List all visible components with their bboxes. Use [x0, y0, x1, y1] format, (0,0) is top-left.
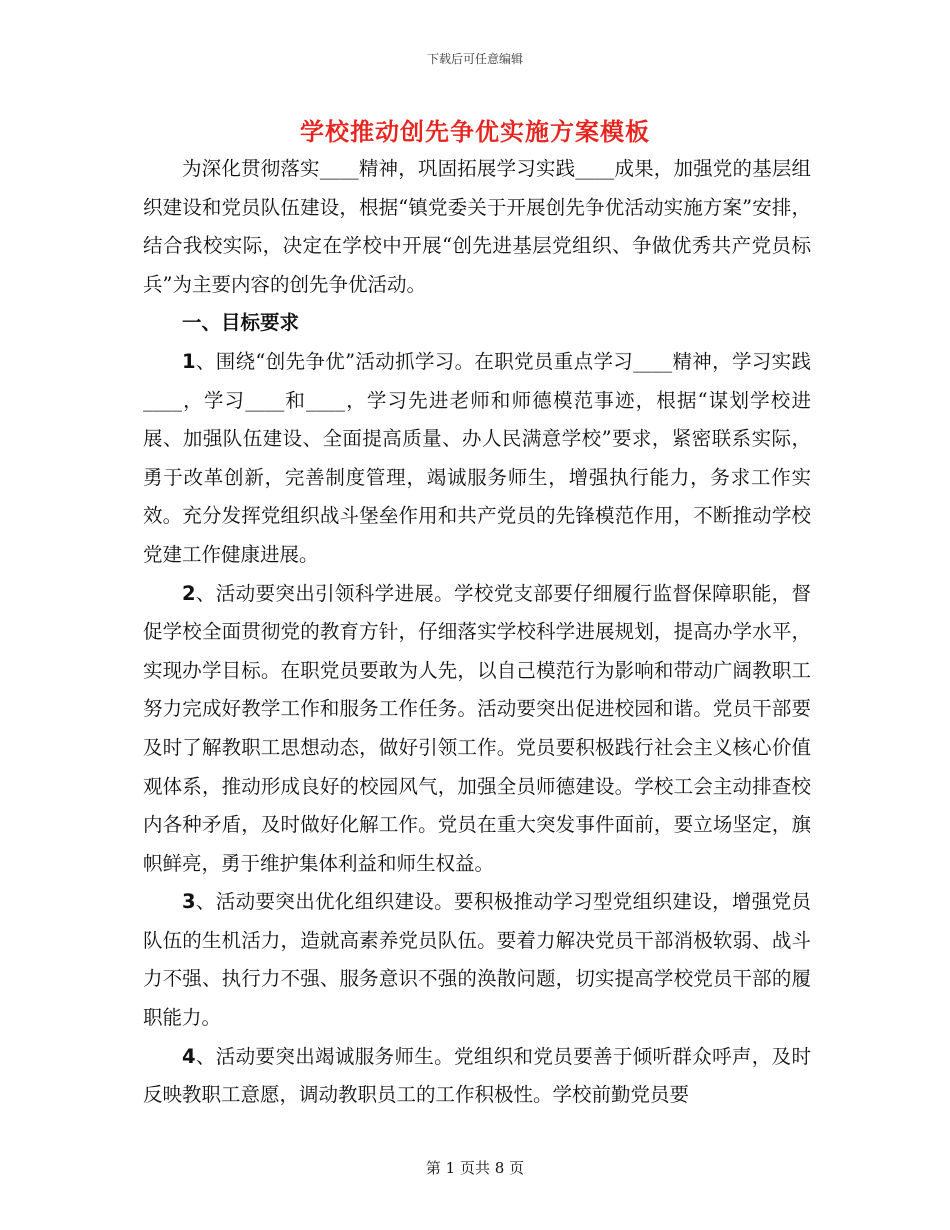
item-number: 2	[182, 581, 196, 605]
item-text: 、活动要突出引领科学进展。学校党支部要仔细履行监督保障职能，督促学校全面贯彻党的教育方针，仔细落实学校科学进展规划，提高办学水平，实现办学目标。在职党员要敢为人先，以自己模范行为影响和带动广阔教职工努力完成好教学工作和服务工作任务。活动要突出促进校园和谐。党员干部要及时了解教职工思想动态，做好引领工作。党员要积极践行社会主义核心价值观体系，推动形成良好的校园风气，加强全员师德建设。学校工会主动排查校内各种矛盾，及时做好化解工作。党员在重大突发事件面前，要立场坚定，旗帜鲜亮，勇于维护集体利益和师生权益。	[143, 581, 811, 875]
list-item-2	[143, 575, 811, 884]
item-number: 4	[182, 1044, 196, 1068]
item-number: 3	[182, 890, 196, 914]
list-item-4	[143, 1038, 811, 1115]
header-note: 下载后可任意编辑	[426, 52, 523, 66]
document-title: 学校推动创先争优实施方案模板	[300, 117, 650, 146]
page-number: 第 1 页共 8 页	[425, 1159, 525, 1177]
item-text: 、活动要突出优化组织建设。要积极推动学习型党组织建设，增强党员队伍的生机活力，造就高素养党员队伍。要着力解决党员干部消极软弱、战斗力不强、执行力不强、服务意识不强的涣散问题，切实提高学校党员干部的履职能力。	[143, 890, 811, 1030]
intro-paragraph: 为深化贯彻落实____精神，巩固拓展学习实践____成果，加强党的基层组织建设和党员队伍建设，根据“镇党委关于开展创先争优活动实施方案”安排，结合我校实际，决定在学校中开展“创先进基层党组织、争做优秀共产党员标兵”为主要内容的创先争优活动。	[143, 157, 811, 296]
list-item-3	[143, 883, 811, 1037]
item-text: 、活动要突出竭诚服务师生。党组织和党员要善于倾听群众呼声，及时反映教职工意愿，调动教职员工的工作积极性。学校前勤党员要	[143, 1044, 811, 1107]
document-body	[143, 150, 811, 1115]
item-text: 、围绕“创先争优”活动抓学习。在职党员重点学习____精神，学习实践____，学习____和____，学习先进老师和师德模范事迹，根据“谋划学校进展、加强队伍建设、全面提高质量、办人民满意学校”要求，紧密联系实际，勇于改革创新，完善制度管理，竭诚服务师生，增强执行能力，务求工作实效。充分发挥党组织战斗堡垒作用和共产党员的先锋模范作用，不断推动学校党建工作健康进展。	[143, 349, 811, 566]
list-item-1	[143, 343, 811, 575]
item-number: 1	[182, 349, 196, 373]
section-heading-goals: 一、目标要求	[182, 311, 300, 335]
